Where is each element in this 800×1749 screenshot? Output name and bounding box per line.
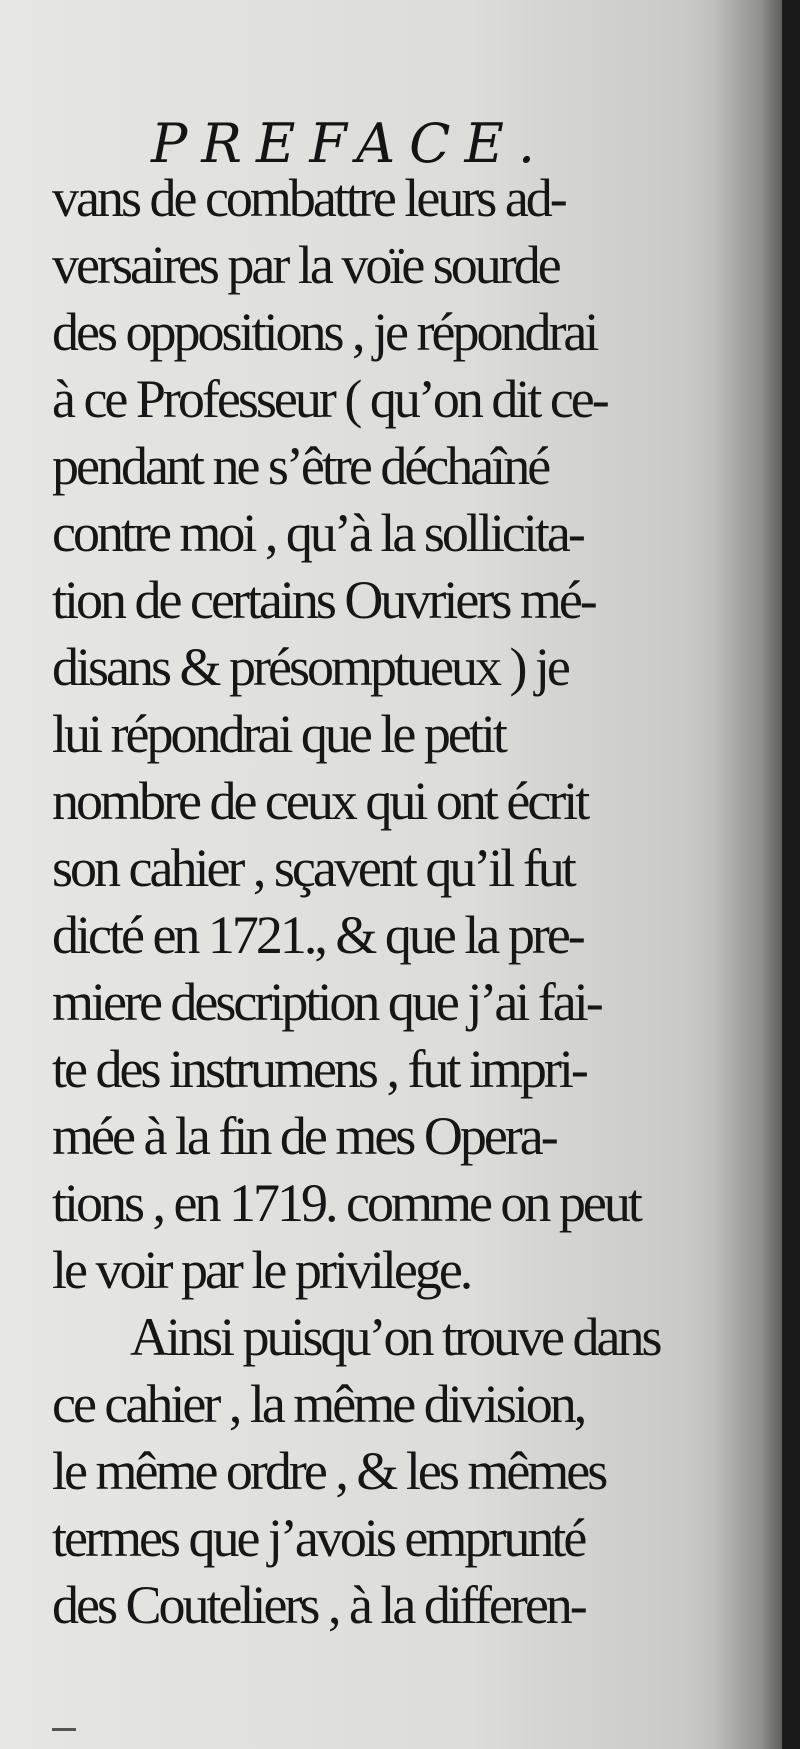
- ink-mark: [52, 1728, 76, 1731]
- text-line: son cahier , sçavent qu’il fut: [52, 838, 574, 898]
- text-line: pendant ne s’être déchaîné: [52, 436, 549, 496]
- paragraph-first-line: Ainsi puisqu’on trouve dans: [130, 1307, 660, 1367]
- text-line: contre moi , qu’à la sollicita-: [52, 503, 583, 563]
- text-line: disans & présomptueux ) je: [52, 637, 568, 697]
- text-line: le voir par le privilege.: [52, 1240, 471, 1300]
- running-head: PREFACE.: [150, 112, 550, 175]
- text-line: dicté en 1721., & que la pre-: [52, 905, 583, 965]
- text-line: lui répondrai que le petit: [52, 704, 505, 764]
- text-line: le même ordre , & les mêmes: [52, 1441, 606, 1501]
- text-line: à ce Professeur ( qu’on dit ce-: [52, 369, 607, 429]
- text-line: nombre de ceux qui ont écrit: [52, 771, 588, 831]
- text-line: te des instrumens , fut impri-: [52, 1039, 586, 1099]
- text-line: tion de certains Ouvriers mé-: [52, 570, 595, 630]
- text-line: versaires par la voïe sourde: [52, 235, 559, 295]
- text-line: des oppositions , je répondrai: [52, 302, 597, 362]
- text-line: vans de combattre leurs ad-: [52, 168, 565, 228]
- text-line: miere description que j’ai fai-: [52, 972, 601, 1032]
- text-line: termes que j’avois emprunté: [52, 1508, 585, 1568]
- text-line: ce cahier , la même division,: [52, 1374, 585, 1434]
- text-line: des Couteliers , à la differen-: [52, 1575, 585, 1635]
- text-line: mée à la fin de mes Opera-: [52, 1106, 556, 1166]
- text-line: tions , en 1719. comme on peut: [52, 1173, 640, 1233]
